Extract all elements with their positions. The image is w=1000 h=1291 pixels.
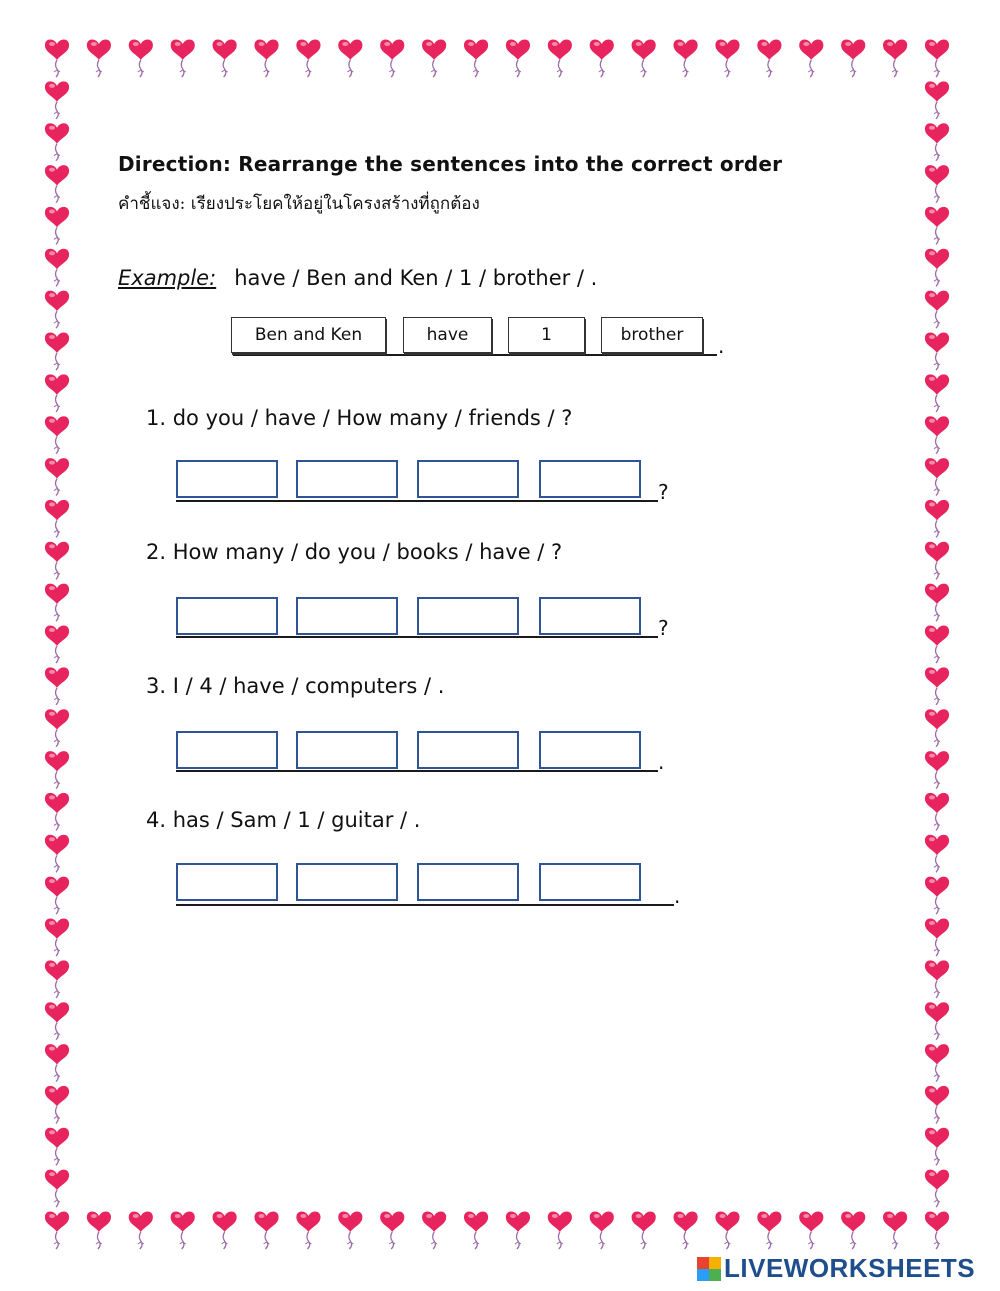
logo-square-blue xyxy=(697,1269,709,1281)
question-1-answer-box-4[interactable] xyxy=(539,460,641,498)
question-2-end-punct: ? xyxy=(658,616,669,640)
example-word-box: have xyxy=(403,317,492,353)
logo-square-red xyxy=(697,1257,709,1269)
direction-thai: คำชี้แจง: เรียงประโยคให้อยู่ในโครงสร้างที่ถูกต้อง xyxy=(118,194,480,214)
direction-english: Direction: Rearrange the sentences into the correct order xyxy=(118,152,783,176)
question-1-answer-line xyxy=(176,500,658,502)
liveworksheets-logo-icon xyxy=(697,1257,721,1281)
question-3-answer-line xyxy=(176,770,658,772)
question-2-answer-box-3[interactable] xyxy=(417,597,519,635)
question-2-prompt: 2. How many / do you / books / have / ? xyxy=(146,540,563,564)
question-4-answer-box-2[interactable] xyxy=(296,863,398,901)
logo-text: LIVEWORKSHEETS xyxy=(724,1253,976,1283)
question-4-answer-box-1[interactable] xyxy=(176,863,278,901)
example-word-box: brother xyxy=(601,317,703,353)
question-3-answer-box-4[interactable] xyxy=(539,731,641,769)
question-4-answer-box-4[interactable] xyxy=(539,863,641,901)
example-label: Example: xyxy=(118,266,217,290)
example-word-box: Ben and Ken xyxy=(231,317,386,353)
question-4-end-punct: . xyxy=(674,884,681,908)
question-3-answer-box-2[interactable] xyxy=(296,731,398,769)
question-1-end-punct: ? xyxy=(658,480,669,504)
example-answer-line xyxy=(233,354,717,356)
question-3-prompt: 3. I / 4 / have / computers / . xyxy=(146,674,445,698)
question-2-answer-box-2[interactable] xyxy=(296,597,398,635)
example-prompt-line xyxy=(118,266,597,290)
logo-square-yellow xyxy=(709,1257,721,1269)
example-end-punct: . xyxy=(718,334,725,358)
question-4-answer-box-3[interactable] xyxy=(417,863,519,901)
example-word-box: 1 xyxy=(508,317,585,353)
question-2-answer-box-4[interactable] xyxy=(539,597,641,635)
question-3-answer-box-1[interactable] xyxy=(176,731,278,769)
question-3-answer-box-3[interactable] xyxy=(417,731,519,769)
liveworksheets-logo[interactable] xyxy=(697,1253,975,1284)
question-3-end-punct: . xyxy=(658,750,665,774)
question-4-prompt: 4. has / Sam / 1 / guitar / . xyxy=(146,808,421,832)
question-1-answer-box-2[interactable] xyxy=(296,460,398,498)
question-1-answer-box-3[interactable] xyxy=(417,460,519,498)
question-4-answer-line xyxy=(176,904,674,906)
question-1-prompt: 1. do you / have / How many / friends / ? xyxy=(146,406,573,430)
question-1-answer-box-1[interactable] xyxy=(176,460,278,498)
question-2-answer-box-1[interactable] xyxy=(176,597,278,635)
question-2-answer-line xyxy=(176,636,658,638)
logo-square-green xyxy=(709,1269,721,1281)
example-prompt: have / Ben and Ken / 1 / brother / . xyxy=(234,266,598,290)
